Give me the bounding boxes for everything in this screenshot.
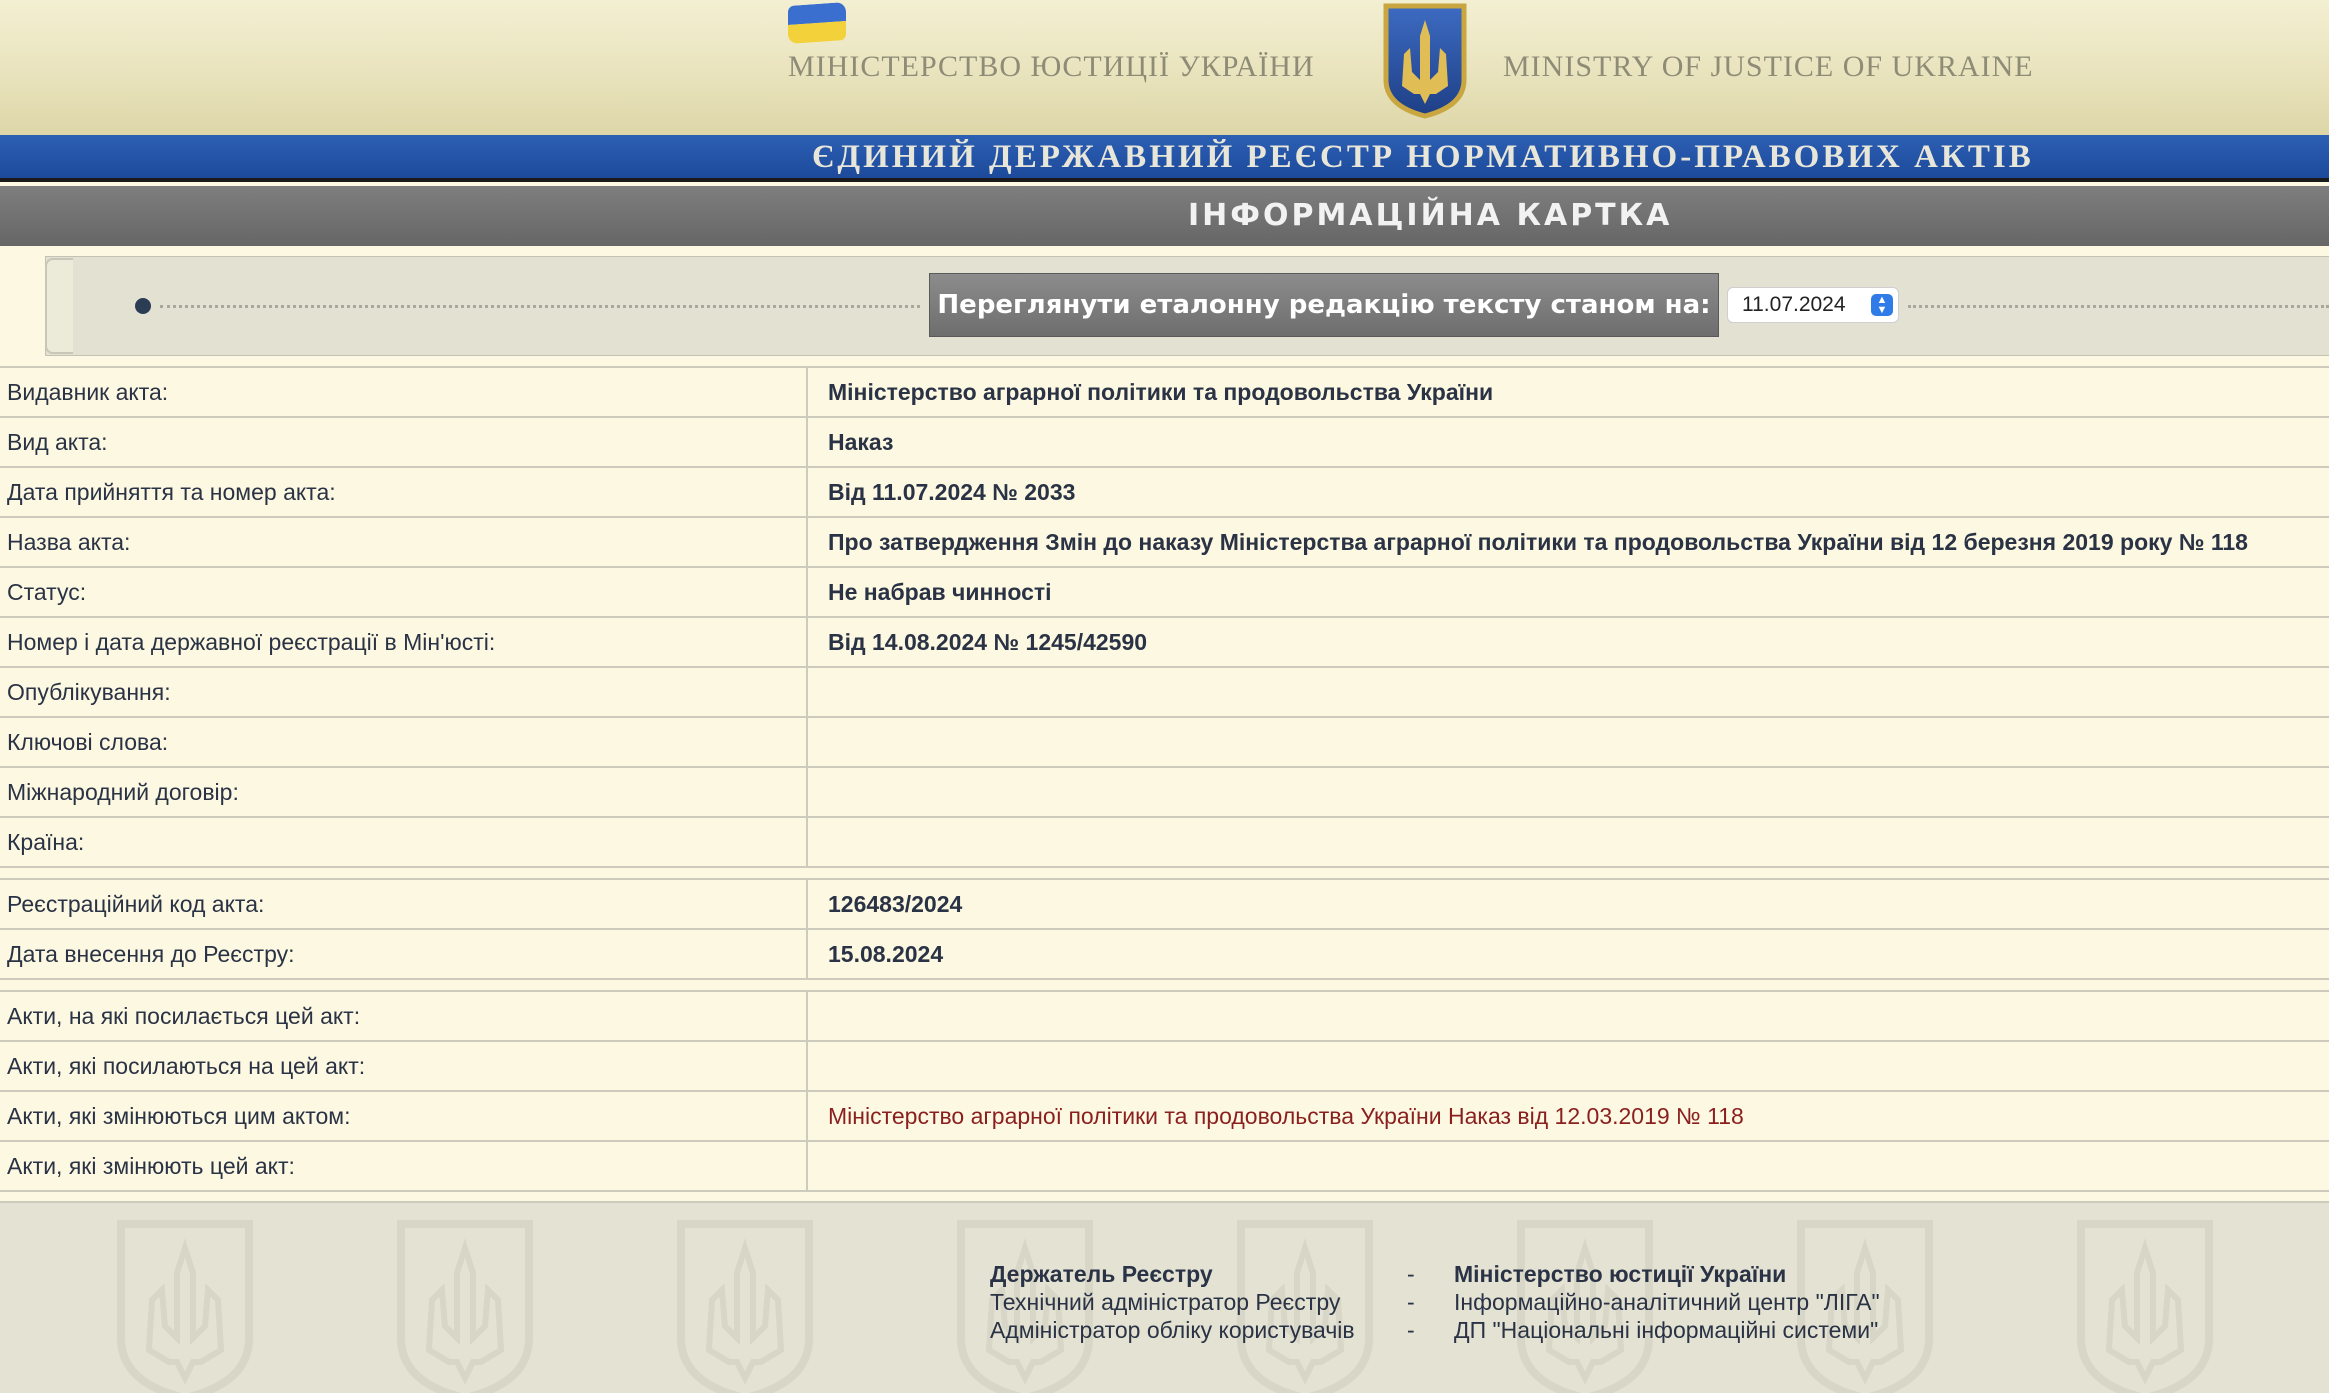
ministry-name-en: MINISTRY OF JUSTICE OF UKRAINE <box>1503 50 2034 83</box>
footer-label: Адміністратор обліку користувачів <box>990 1317 1355 1343</box>
row-label: Назва акта: <box>0 517 807 567</box>
table-row <box>0 567 2329 617</box>
table-row <box>0 367 2329 417</box>
registry-info-table <box>0 878 2329 980</box>
row-label: Акти, які посилаються на цей акт: <box>0 1041 807 1091</box>
row-value <box>807 717 2329 767</box>
footer-dash: - <box>1407 1289 1415 1315</box>
row-label: Дата прийняття та номер акта: <box>0 467 807 517</box>
row-label: Акти, на які посилається цей акт: <box>0 991 807 1041</box>
row-value: Про затвердження Змін до наказу Міністерства аграрної політики та продовольства України від 12 березня 2019 року № 118 <box>807 517 2329 567</box>
footer-dash: - <box>1407 1317 1415 1343</box>
footer-value: Міністерство юстиції України <box>1454 1261 1787 1287</box>
bracket-decoration <box>45 258 73 354</box>
coat-of-arms-icon <box>1382 2 1468 120</box>
footer-value: ДП "Національні інформаційні системи" <box>1454 1317 1879 1343</box>
table-row <box>0 517 2329 567</box>
row-label: Акти, які змінюють цей акт: <box>0 1141 807 1191</box>
view-bar <box>0 246 2329 356</box>
table-row <box>0 817 2329 867</box>
row-value: Наказ <box>807 417 2329 467</box>
row-label: Статус: <box>0 567 807 617</box>
card-title-band <box>0 186 2329 246</box>
row-value: Від 11.07.2024 № 2033 <box>807 467 2329 517</box>
footer-label: Держатель Реєстру <box>990 1261 1213 1287</box>
row-label: Номер і дата державної реєстрації в Мін'юсті: <box>0 617 807 667</box>
row-label: Видавник акта: <box>0 367 807 417</box>
timeline-dot-icon <box>135 298 151 314</box>
timeline-dots-left <box>160 305 920 308</box>
row-label: Вид акта: <box>0 417 807 467</box>
view-reference-text-button[interactable]: Переглянути еталонну редакцію тексту станом на: <box>929 273 1719 337</box>
footer-dash: - <box>1407 1261 1415 1287</box>
amended-act-link[interactable]: Міністерство аграрної політики та продовольства України Наказ від 12.03.2019 № 118 <box>807 1091 2329 1141</box>
table-row <box>0 717 2329 767</box>
footer-value: Інформаційно-аналітичний центр "ЛІГА" <box>1454 1289 1880 1315</box>
select-stepper-icon: ▲ ▼ <box>1871 294 1893 316</box>
coat-of-arms-watermark-icon <box>675 1218 815 1393</box>
row-label: Акти, які змінюються цим актом: <box>0 1091 807 1141</box>
timeline-dots-right <box>1908 305 2329 308</box>
ministry-name-ua: МІНІСТЕРСТВО ЮСТИЦІЇ УКРАЇНИ <box>788 50 1315 83</box>
row-value: 126483/2024 <box>807 879 2329 929</box>
act-info-table <box>0 366 2329 868</box>
row-label: Опублікування: <box>0 667 807 717</box>
date-select-value: 11.07.2024 <box>1742 293 1846 316</box>
row-value: 15.08.2024 <box>807 929 2329 979</box>
table-row <box>0 667 2329 717</box>
row-value <box>807 667 2329 717</box>
card-title: ІНФОРМАЦІЙНА КАРТКА <box>1188 198 1673 233</box>
row-value: Не набрав чинності <box>807 567 2329 617</box>
row-value: Від 14.08.2024 № 1245/42590 <box>807 617 2329 667</box>
registry-band <box>0 135 2329 182</box>
footer-label: Технічний адміністратор Реєстру <box>990 1289 1341 1315</box>
table-row <box>0 767 2329 817</box>
row-value <box>807 1041 2329 1091</box>
table-row <box>0 1091 2329 1141</box>
row-value <box>807 991 2329 1041</box>
row-value <box>807 767 2329 817</box>
table-row <box>0 1041 2329 1091</box>
row-value <box>807 817 2329 867</box>
row-label: Ключові слова: <box>0 717 807 767</box>
row-label: Реєстраційний код акта: <box>0 879 807 929</box>
registry-title: ЄДИНИЙ ДЕРЖАВНИЙ РЕЄСТР НОРМАТИВНО-ПРАВОВИХ АКТІВ <box>812 139 2034 175</box>
table-row <box>0 929 2329 979</box>
site-header <box>0 0 2329 135</box>
related-acts-table <box>0 990 2329 1192</box>
table-row <box>0 417 2329 467</box>
coat-of-arms-watermark-icon <box>2075 1218 2215 1393</box>
table-row <box>0 617 2329 667</box>
row-value <box>807 1141 2329 1191</box>
coat-of-arms-watermark-icon <box>395 1218 535 1393</box>
row-label: Країна: <box>0 817 807 867</box>
table-row <box>0 1141 2329 1191</box>
ukraine-flag-icon <box>788 2 846 44</box>
table-row <box>0 467 2329 517</box>
row-label: Дата внесення до Реєстру: <box>0 929 807 979</box>
coat-of-arms-watermark-icon <box>115 1218 255 1393</box>
table-row <box>0 991 2329 1041</box>
row-value: Міністерство аграрної політики та продовольства України <box>807 367 2329 417</box>
table-row <box>0 879 2329 929</box>
date-select[interactable] <box>1727 287 1899 323</box>
site-footer <box>0 1201 2329 1393</box>
row-label: Міжнародний договір: <box>0 767 807 817</box>
